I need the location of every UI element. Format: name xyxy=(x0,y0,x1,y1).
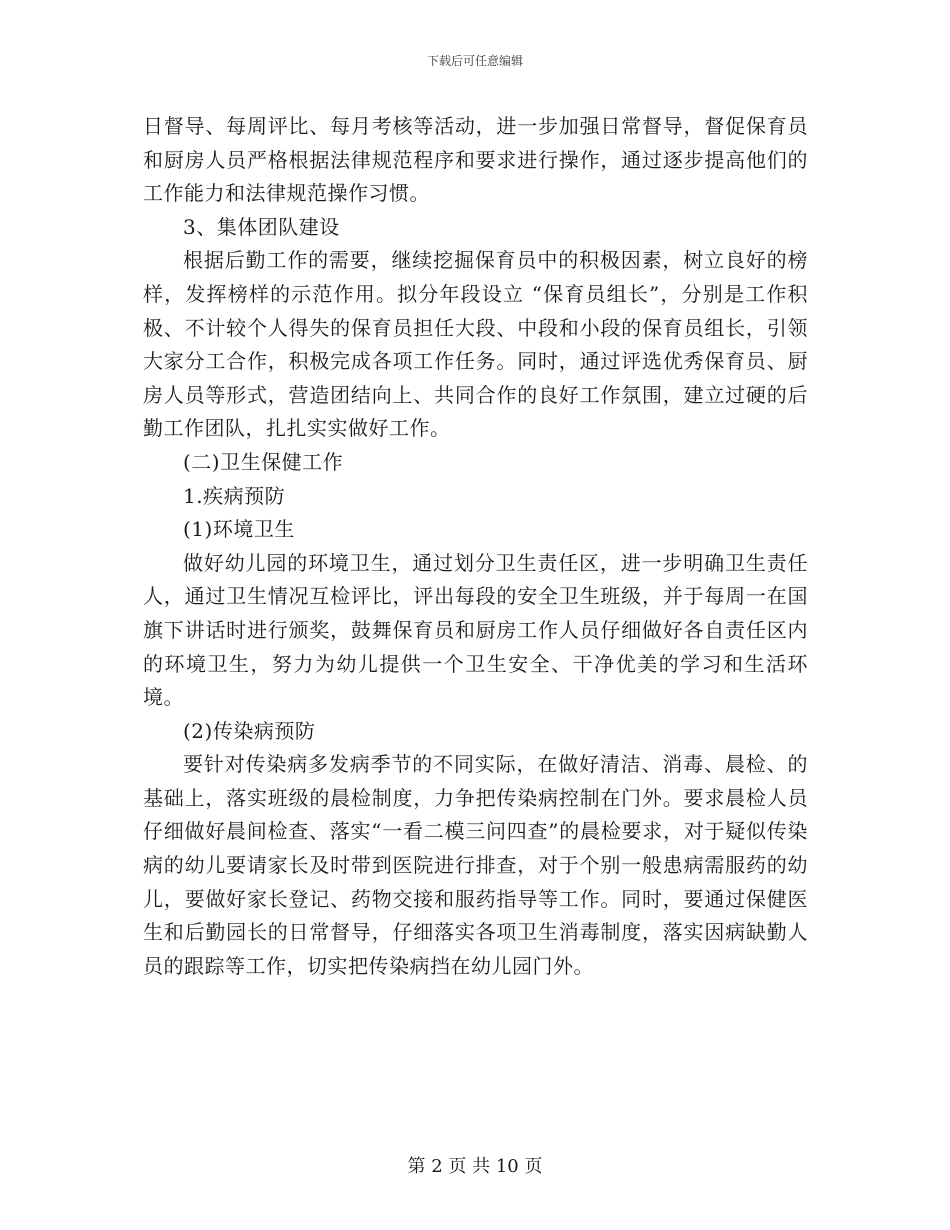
paragraph-infectious-disease: 要针对传染病多发病季节的不同实际，在做好清洁、消毒、晨检、的基础上，落实班级的晨检制度，力争把传染病控制在门外。要求晨检人员仔细做好晨间检查、落实“一看二模三问四查”的晨检要求，对于疑似传染病的幼儿要请家长及时带到医院进行排查，对于个别一般患病需服药的幼儿，要做好家长登记、药物交接和服药指导等工作。同时，要通过保健医生和后勤园长的日常督导，仔细落实各项卫生消毒制度，落实因病缺勤人员的跟踪等工作，切实把传染病挡在幼儿园门外。 xyxy=(143,752,808,978)
heading-disease-prevention: 1.疾病预防 xyxy=(183,483,286,508)
heading-team-building: 3、集体团队建设 xyxy=(183,214,340,239)
page-footer: 第 2 页 共 10 页 xyxy=(407,1156,543,1177)
document-body xyxy=(143,110,808,983)
paragraph-team-building: 根据后勤工作的需要，继续挖掘保育员中的积极因素，树立良好的榜样，发挥榜样的示范作用。拟分年段设立 “保育员组长”，分别是工作积极、不计较个人得失的保育员担任大段、中段和小段的保育员组长，引领大家分工合作，积极完成各项工作任务。同时，通过评选优秀保育员、厨房人员等形式，营造团结向上、共同合作的良好工作氛围，建立过硬的后勤工作团队，扎扎实实做好工作。 xyxy=(143,248,808,441)
page-header: 下载后可任意编辑 xyxy=(426,54,523,68)
paragraph-environment-hygiene: 做好幼儿园的环境卫生，通过划分卫生责任区，进一步明确卫生责任人，通过卫生情况互检评比，评出每段的安全卫生班级，并于每周一在国旗下讲话时进行颁奖，鼓舞保育员和厨房工作人员仔细做好各自责任区内的环境卫生，努力为幼儿提供一个卫生安全、干净优美的学习和生活环境。 xyxy=(143,550,808,710)
heading-environment-hygiene: (1)环境卫生 xyxy=(183,517,295,542)
heading-health-care: (二)卫生保健工作 xyxy=(183,449,344,474)
paragraph-0: 日督导、每周评比、每月考核等活动，进一步加强日常督导，督促保育员和厨房人员严格根据法律规范程序和要求进行操作，通过逐步提高他们的工作能力和法律规范操作习惯。 xyxy=(143,114,808,206)
heading-infectious-disease: (2)传染病预防 xyxy=(183,718,316,743)
